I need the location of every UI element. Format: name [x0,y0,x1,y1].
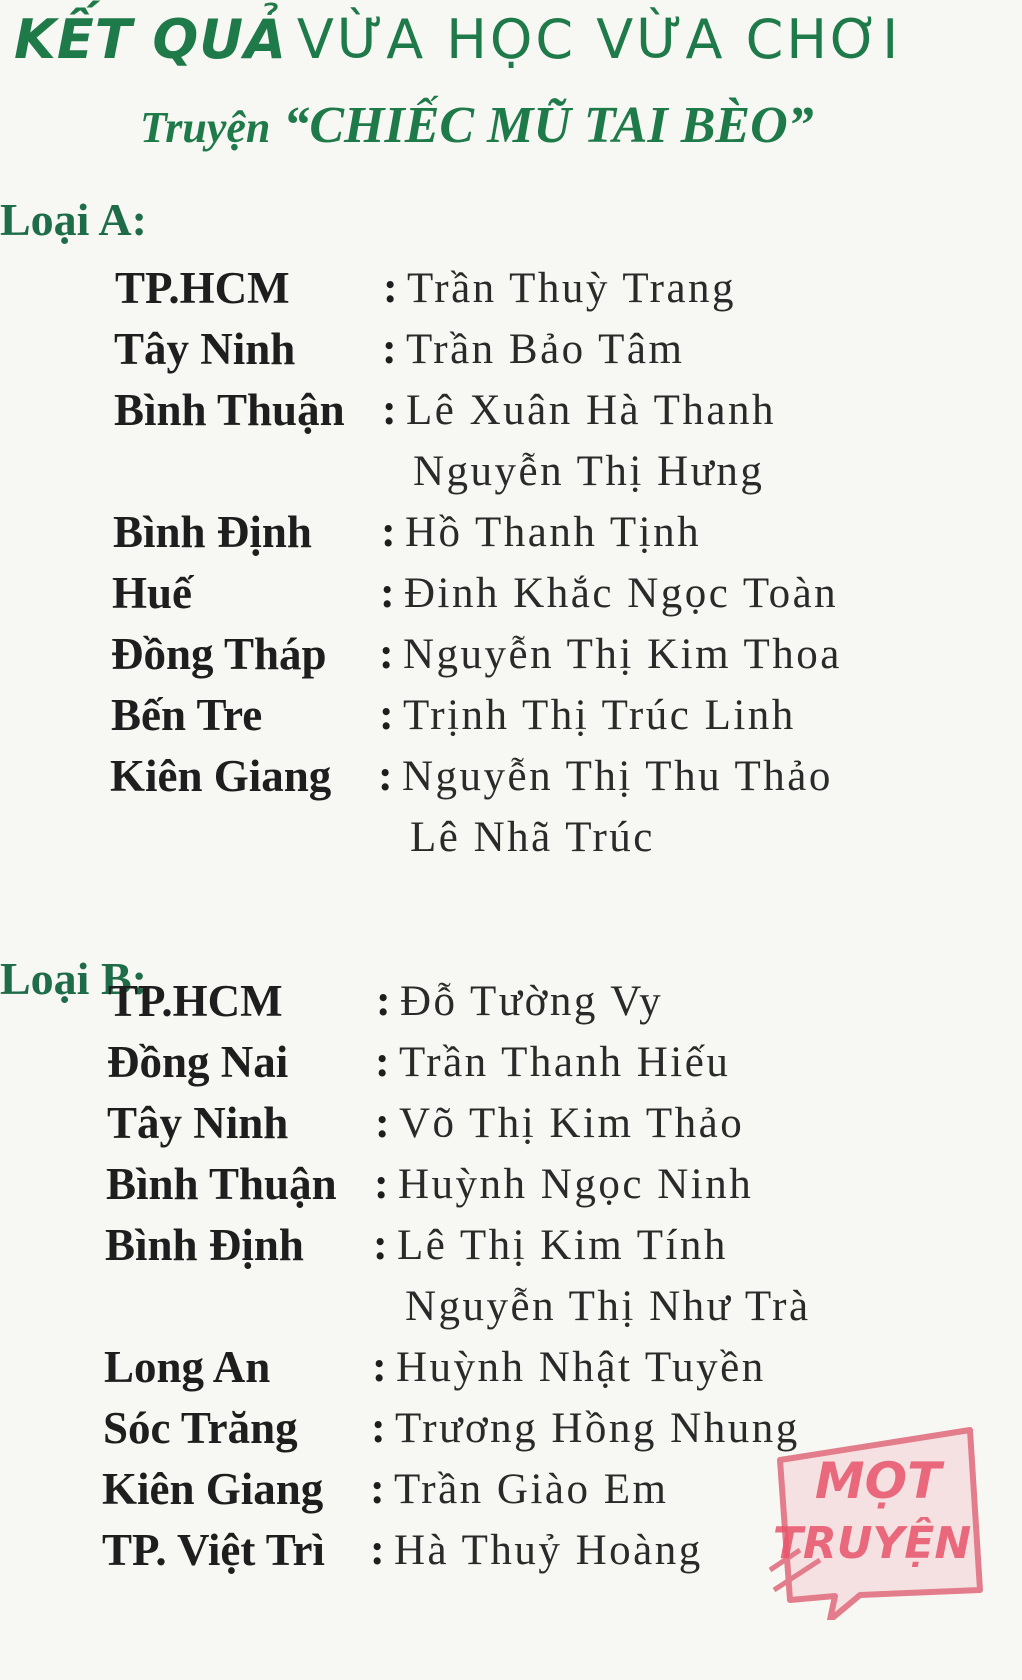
separator-colon: : [376,976,391,1025]
winner-name: Võ Thị Kim Thảo [399,1100,745,1147]
place-name: Long An [104,1342,271,1392]
page-subtitle [140,96,814,155]
title-thin-part: VỪA HỌC VỪA CHƠI [296,8,902,71]
subtitle-story: “CHIẾC MŨ TAI BÈO” [283,97,814,154]
separator-colon: : [381,507,396,556]
winner-name: Nguyễn Thị Hưng [413,448,765,495]
winner-name: Nguyễn Thị Thu Thảo [402,753,833,800]
separator-colon: : [373,1220,388,1269]
winner-name: Hà Thuỷ Hoàng [394,1527,703,1574]
winner-name: Trần Thuỳ Trang [407,265,737,312]
title-bold-part: KẾT QUẢ [14,8,287,71]
subtitle-prefix: Truyện [140,103,271,152]
separator-colon: : [372,1342,387,1391]
separator-colon: : [371,1403,386,1452]
place-name: Bình Định [113,507,312,557]
separator-colon: : [378,751,393,800]
place-name: Kiên Giang [110,751,332,801]
place-name: Sóc Trăng [103,1403,298,1453]
winner-name: Lê Xuân Hà Thanh [406,387,776,434]
winner-name: Nguyễn Thị Như Trà [405,1283,811,1330]
place-name: Tây Ninh [107,1098,289,1148]
watermark-line1: MỌT [814,1452,942,1510]
section-heading-b: Loại B: [0,953,147,1004]
winner-name: Lê Nhã Trúc [410,814,655,861]
winner-name: Hồ Thanh Tịnh [405,509,702,556]
winner-name: Lê Thị Kim Tính [397,1222,728,1269]
winner-name: Trần Bảo Tâm [406,326,685,373]
place-name: Huế [112,568,193,618]
winner-name: Đinh Khắc Ngọc Toàn [404,570,839,617]
winner-name: Huỳnh Ngọc Ninh [398,1161,754,1208]
separator-colon: : [375,1098,390,1147]
winner-name: Trần Giào Em [394,1466,669,1513]
place-name: Bình Thuận [106,1159,337,1209]
place-name: Kiên Giang [102,1464,324,1514]
place-name: TP.HCM [108,976,283,1026]
winner-name: Trần Thanh Hiếu [399,1039,731,1086]
place-name: Bình Thuận [114,385,345,435]
place-name: TP. Việt Trì [102,1525,325,1575]
winner-name: Nguyễn Thị Kim Thoa [403,631,842,678]
place-name: Bình Định [105,1220,304,1270]
separator-colon: : [379,690,394,739]
winner-name: Trương Hồng Nhung [395,1405,800,1452]
place-name: Đồng Tháp [111,629,327,679]
separator-colon: : [383,263,398,312]
separator-colon: : [370,1464,385,1513]
separator-colon: : [379,629,394,678]
winner-name: Huỳnh Nhật Tuyền [396,1344,766,1391]
separator-colon: : [375,1037,390,1086]
place-name: TP.HCM [115,263,290,313]
place-name: Tây Ninh [114,324,296,374]
place-name: Bến Tre [111,690,263,740]
separator-colon: : [382,324,397,373]
winner-name: Đỗ Tường Vy [400,978,664,1025]
place-name: Đồng Nai [107,1037,289,1087]
separator-colon: : [374,1159,389,1208]
section-heading-a: Loại A: [0,194,147,245]
separator-colon: : [382,385,397,434]
winner-name: Trịnh Thị Trúc Linh [403,692,796,739]
watermark-logo [760,1420,990,1620]
page-title [14,8,901,71]
watermark-line2: TRUYỆN [772,1518,972,1569]
separator-colon: : [380,568,395,617]
separator-colon: : [370,1525,385,1574]
